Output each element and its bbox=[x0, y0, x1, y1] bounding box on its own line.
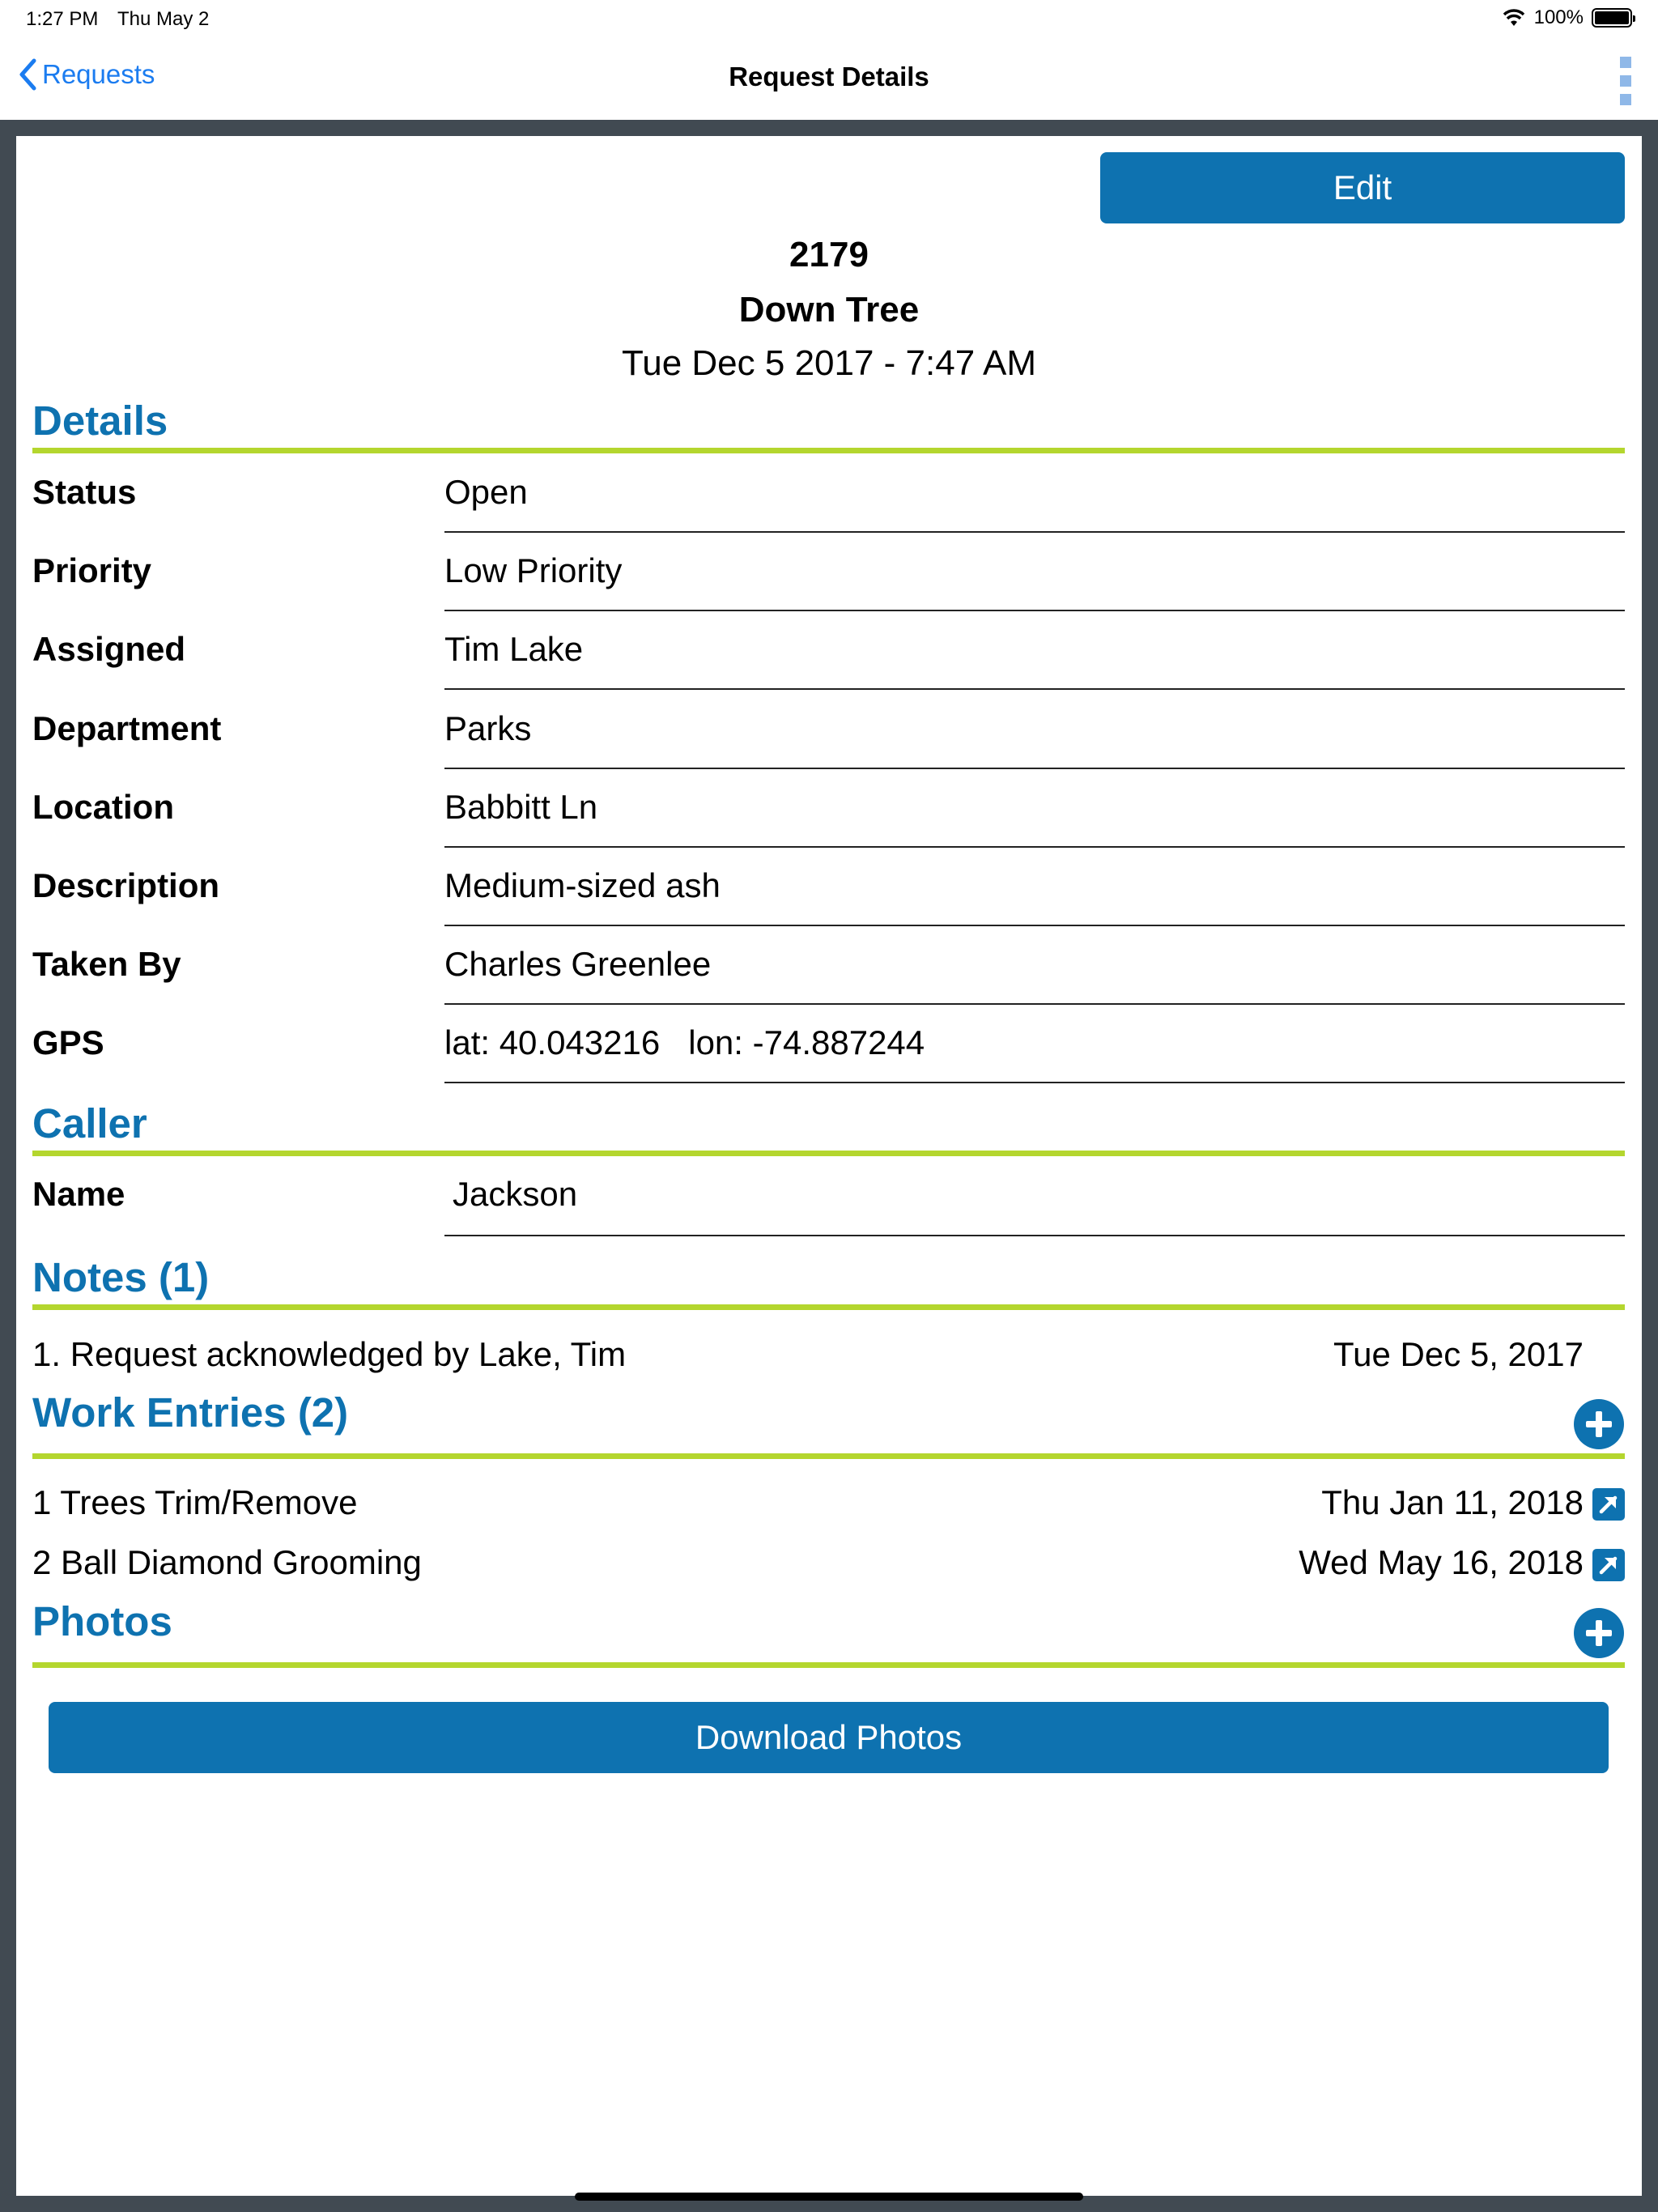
menu-dot-icon bbox=[1620, 94, 1631, 105]
nav-bar bbox=[0, 39, 1658, 120]
work-entry-date: Wed May 16, 2018 bbox=[1299, 1543, 1584, 1581]
more-menu-button[interactable] bbox=[1618, 57, 1634, 105]
taken-by-label: Taken By bbox=[32, 945, 181, 983]
assigned-label: Assigned bbox=[32, 630, 186, 668]
status-time: 1:27 PM bbox=[26, 8, 99, 30]
status-value: Open bbox=[444, 473, 528, 511]
details-divider bbox=[32, 448, 1625, 453]
row-divider bbox=[444, 1082, 1625, 1083]
assigned-value: Tim Lake bbox=[444, 630, 584, 668]
work-entry-text[interactable]: 1 Trees Trim/Remove bbox=[32, 1483, 358, 1521]
row-divider bbox=[444, 768, 1625, 769]
department-value: Parks bbox=[444, 709, 532, 747]
open-external-icon[interactable] bbox=[1592, 1488, 1625, 1521]
menu-dot-icon bbox=[1620, 57, 1631, 68]
row-divider bbox=[444, 531, 1625, 533]
row-divider bbox=[444, 610, 1625, 611]
priority-label: Priority bbox=[32, 551, 152, 589]
request-id: 2179 bbox=[789, 235, 869, 274]
gps-label: GPS bbox=[32, 1023, 104, 1061]
row-divider bbox=[444, 1235, 1625, 1236]
row-divider bbox=[444, 688, 1625, 690]
status-bar bbox=[0, 0, 1658, 39]
department-label: Department bbox=[32, 709, 222, 747]
gps-value: lat: 40.043216 lon: -74.887244 bbox=[444, 1023, 925, 1061]
notes-section-title: Notes (1) bbox=[32, 1254, 210, 1300]
work-entry-date: Thu Jan 11, 2018 bbox=[1321, 1483, 1584, 1521]
menu-dot-icon bbox=[1620, 75, 1631, 87]
work-entry-text[interactable]: 2 Ball Diamond Grooming bbox=[32, 1543, 422, 1581]
work-entries-section-title: Work Entries (2) bbox=[32, 1389, 349, 1436]
battery-icon bbox=[1592, 8, 1632, 28]
photos-divider bbox=[32, 1662, 1625, 1668]
row-divider bbox=[444, 846, 1625, 848]
content-frame bbox=[0, 120, 1658, 2212]
row-divider bbox=[444, 1003, 1625, 1005]
note-date: Tue Dec 5, 2017 bbox=[1333, 1335, 1584, 1373]
home-indicator bbox=[575, 2193, 1083, 2201]
battery-percent: 100% bbox=[1533, 6, 1584, 28]
caller-section-title: Caller bbox=[32, 1100, 147, 1146]
notes-divider bbox=[32, 1304, 1625, 1310]
caller-name-label: Name bbox=[32, 1175, 125, 1213]
open-external-icon[interactable] bbox=[1592, 1549, 1625, 1581]
download-photos-button[interactable]: Download Photos bbox=[49, 1702, 1609, 1773]
add-photo-button[interactable] bbox=[1574, 1608, 1624, 1658]
add-work-entry-button[interactable] bbox=[1574, 1399, 1624, 1449]
status-label: Status bbox=[32, 473, 137, 511]
description-label: Description bbox=[32, 866, 220, 904]
status-right bbox=[1502, 6, 1632, 29]
priority-value: Low Priority bbox=[444, 551, 623, 589]
back-label: Requests bbox=[42, 59, 155, 89]
work-entries-divider bbox=[32, 1453, 1625, 1459]
caller-divider bbox=[32, 1151, 1625, 1156]
location-label: Location bbox=[32, 788, 174, 826]
location-value: Babbitt Ln bbox=[444, 788, 598, 826]
request-datetime: Tue Dec 5 2017 - 7:47 AM bbox=[622, 343, 1036, 383]
caller-name-value: Jackson bbox=[453, 1175, 578, 1213]
photos-section-title: Photos bbox=[32, 1598, 172, 1644]
page-title: Request Details bbox=[729, 62, 929, 91]
note-text: 1. Request acknowledged by Lake, Tim bbox=[32, 1335, 627, 1373]
details-section-title: Details bbox=[32, 398, 168, 444]
description-value: Medium-sized ash bbox=[444, 866, 721, 904]
status-date: Thu May 2 bbox=[117, 8, 210, 30]
wifi-icon bbox=[1502, 8, 1526, 28]
row-divider bbox=[444, 925, 1625, 926]
edit-button[interactable]: Edit bbox=[1100, 152, 1625, 223]
request-card bbox=[16, 136, 1642, 2196]
request-type: Down Tree bbox=[738, 290, 920, 330]
taken-by-value: Charles Greenlee bbox=[444, 945, 712, 983]
